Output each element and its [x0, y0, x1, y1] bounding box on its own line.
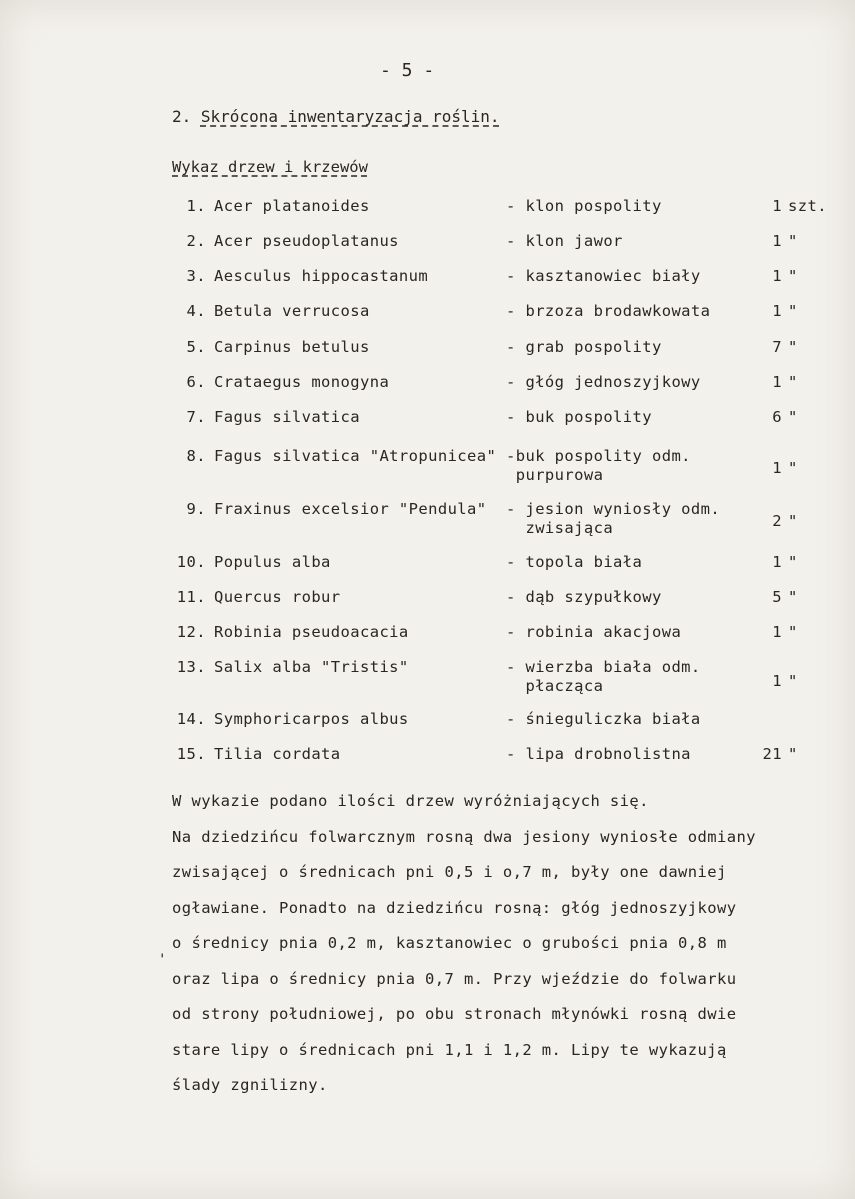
list-item: [0, 588, 855, 628]
polish-name-line: - grab pospolity: [506, 338, 662, 356]
quantity: 6: [772, 408, 782, 426]
quantity: 5: [772, 588, 782, 606]
polish-name: [506, 267, 701, 286]
latin-name: Fraxinus excelsior "Pendula": [214, 500, 487, 518]
list-item: [0, 658, 855, 698]
section-title: Skrócona inwentaryzacja roślin.: [200, 107, 500, 126]
notes-paragraph: [172, 784, 832, 1104]
unit: ": [788, 588, 798, 606]
paragraph-line: zwisającej o średnicach pni 0,5 i o,7 m, były one dawniej: [172, 863, 727, 881]
margin-mark: ': [158, 952, 167, 968]
latin-name: Populus alba: [214, 553, 331, 571]
item-number: 5.: [186, 338, 206, 356]
polish-name-line: - głóg jednoszyjkowy: [506, 373, 701, 391]
paragraph-line: ogławiane. Ponadto na dziedzińcu rosną: głóg jednoszyjkowy: [172, 898, 737, 917]
item-number: 6.: [186, 373, 206, 391]
paragraph-line: W wykazie podano ilości drzew wyróżniających się.: [172, 792, 649, 810]
polish-name: [506, 197, 662, 216]
unit: ": [788, 302, 798, 320]
list-item: [0, 267, 855, 307]
polish-name: [506, 623, 681, 642]
list-item: [0, 623, 855, 663]
item-number: 13.: [176, 658, 206, 676]
unit: ": [788, 232, 798, 250]
paragraph-line: ślady zgnilizny.: [172, 1076, 328, 1094]
polish-name: [506, 588, 662, 607]
polish-name-line: - buk pospolity: [506, 408, 652, 426]
list-item: [0, 447, 855, 487]
polish-name-line: - topola biała: [506, 553, 643, 571]
unit: ": [788, 745, 798, 763]
list-item: [0, 373, 855, 413]
latin-name: Crataegus monogyna: [214, 373, 390, 391]
unit: ": [788, 408, 798, 426]
quantity: 1: [772, 267, 782, 285]
latin-name: Tilia cordata: [214, 745, 341, 763]
polish-name: [506, 232, 623, 251]
list-item: [0, 745, 855, 785]
quantity: 1: [772, 232, 782, 250]
item-number: 3.: [186, 267, 206, 285]
item-number: 15.: [176, 745, 206, 763]
polish-name: [506, 553, 642, 572]
list-item: [0, 302, 855, 342]
quantity: 21: [762, 745, 782, 763]
polish-name-line: zwisająca: [506, 519, 614, 537]
latin-name: Fagus silvatica "Atropunicea": [214, 447, 497, 465]
quantity: 1: [772, 373, 782, 391]
list-item: [0, 710, 855, 750]
unit: ": [788, 459, 798, 477]
unit: szt.: [788, 197, 827, 215]
latin-name: Quercus robur: [214, 588, 341, 606]
polish-name: [506, 302, 710, 321]
polish-name-line: - wierzba biała odm.: [506, 658, 701, 676]
paragraph-line: Na dziedzińcu folwarcznym rosną dwa jesiony wyniosłe odmiany: [172, 827, 756, 846]
polish-name: [506, 373, 701, 392]
quantity: 1: [772, 302, 782, 320]
unit: ": [788, 512, 798, 530]
polish-name-line: - klon jawor: [506, 232, 623, 250]
polish-name: [506, 447, 691, 485]
paragraph-line: o średnicy pnia 0,2 m, kasztanowiec o grubości pnia 0,8 m: [172, 934, 727, 952]
list-item: [0, 232, 855, 272]
quantity: 1: [772, 672, 782, 690]
latin-name: Acer platanoides: [214, 197, 370, 215]
latin-name: Betula verrucosa: [214, 302, 370, 320]
paragraph-line: od strony południowej, po obu stronach młynówki rosną dwie: [172, 1005, 737, 1023]
unit: ": [788, 267, 798, 285]
polish-name: [506, 745, 691, 764]
polish-name-line: - lipa drobnolistna: [506, 745, 691, 763]
quantity: 1: [772, 623, 782, 641]
list-item: [0, 338, 855, 378]
latin-name: Carpinus betulus: [214, 338, 370, 356]
list-heading: Wykaz drzew i krzewów: [172, 158, 368, 176]
item-number: 9.: [186, 500, 206, 518]
polish-name: [506, 408, 652, 427]
paragraph-line: stare lipy o średnicach pni 1,1 i 1,2 m. Lipy te wykazują: [172, 1040, 727, 1059]
unit: ": [788, 553, 798, 571]
list-item: [0, 500, 855, 540]
quantity: 1: [772, 459, 782, 477]
item-number: 12.: [176, 623, 206, 641]
page-number: - 5 -: [380, 60, 435, 81]
latin-name: Fagus silvatica: [214, 408, 360, 426]
latin-name: Acer pseudoplatanus: [214, 232, 399, 250]
quantity: 7: [772, 338, 782, 356]
list-item: [0, 553, 855, 593]
polish-name-line: purpurowa: [506, 466, 604, 484]
section-number: 2.: [172, 107, 192, 126]
polish-name-line: - śnieguliczka biała: [506, 710, 701, 728]
unit: ": [788, 373, 798, 391]
item-number: 10.: [176, 553, 206, 571]
polish-name-line: - robinia akacjowa: [506, 623, 682, 641]
item-number: 2.: [186, 232, 206, 250]
section-heading: [172, 107, 500, 126]
item-number: 8.: [186, 447, 206, 465]
paragraph-line: oraz lipa o średnicy pnia 0,7 m. Przy wjeździe do folwarku: [172, 969, 737, 988]
polish-name-line: -buk pospolity odm.: [506, 447, 691, 465]
item-number: 11.: [176, 588, 206, 606]
list-item: [0, 408, 855, 448]
quantity: 2: [772, 512, 782, 530]
polish-name-line: - brzoza brodawkowata: [506, 302, 711, 320]
polish-name-line: - jesion wyniosły odm.: [506, 500, 721, 518]
unit: ": [788, 672, 798, 690]
unit: ": [788, 623, 798, 641]
polish-name-line: - klon pospolity: [506, 197, 662, 215]
polish-name-line: - dąb szypułkowy: [506, 588, 662, 606]
latin-name: Aesculus hippocastanum: [214, 267, 429, 285]
item-number: 4.: [186, 302, 206, 320]
polish-name: [506, 338, 662, 357]
unit: ": [788, 338, 798, 356]
latin-name: Robinia pseudoacacia: [214, 623, 409, 641]
polish-name: [506, 658, 701, 696]
item-number: 14.: [176, 710, 206, 728]
polish-name: [506, 710, 701, 729]
item-number: 7.: [186, 408, 206, 426]
quantity: 1: [772, 197, 782, 215]
quantity: 1: [772, 553, 782, 571]
polish-name-line: płacząca: [506, 677, 604, 695]
latin-name: Symphoricarpos albus: [214, 710, 409, 728]
item-number: 1.: [186, 197, 206, 215]
polish-name: [506, 500, 720, 538]
latin-name: Salix alba "Tristis": [214, 658, 409, 676]
polish-name-line: - kasztanowiec biały: [506, 267, 701, 285]
list-item: [0, 197, 855, 237]
